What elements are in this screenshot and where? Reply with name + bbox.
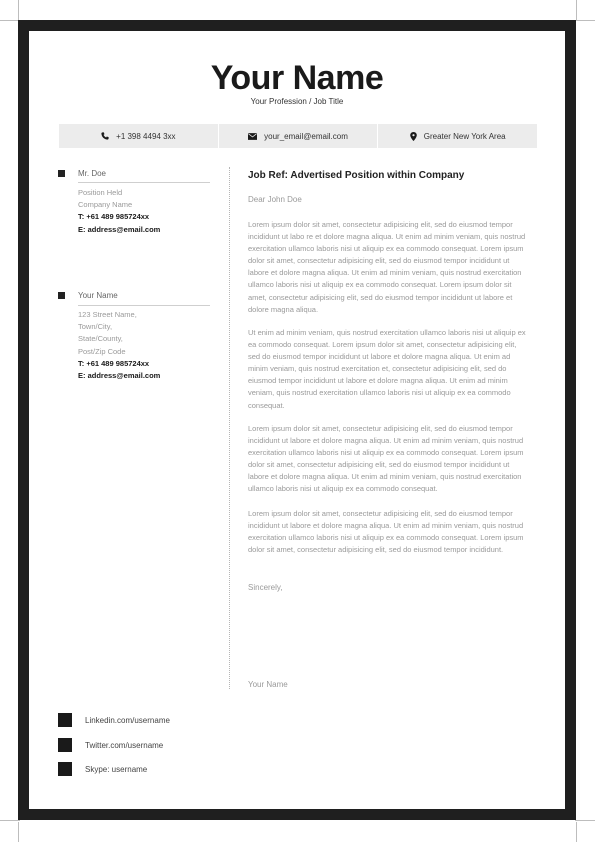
signature-name: Your Name (248, 680, 288, 689)
contact-location (378, 124, 537, 148)
crop-mark (575, 20, 595, 21)
contact-phone (59, 124, 219, 148)
map-pin-icon (410, 132, 417, 141)
contact-location-text: Greater New York Area (423, 131, 506, 141)
crop-mark (0, 820, 20, 821)
sender-street: 123 Street Name, (78, 310, 137, 319)
column-divider (229, 167, 230, 689)
recipient-company: Company Name (78, 200, 133, 210)
sender-town: Town/City, (78, 322, 113, 332)
recipient-divider (78, 182, 210, 183)
crop-mark (576, 822, 577, 842)
recipient-position: Position Held (78, 188, 123, 197)
contact-bar (59, 124, 537, 148)
sender-details (78, 309, 160, 382)
sender-postcode: Post/Zip Code (78, 346, 126, 356)
letter-paragraph-2: Ut enim ad minim veniam, quis nostrud exercitation ullamco laboris nisi ut aliquip ex ea commodo consequat. Lorem ipsum dolor sit amet, consectetur adipisicing elit, sed do eiusmod tempor incididunt ut labore et dolore magna aliqua. Ut enim ad minim veniam, quis nostrud exercitation et, consectetur adipisicing elit, sed do eiusmod tempor incididunt ut labore et dolore magna aliqua. Ut enim ad minim veniam, quis nostrud exercitation ullamco laboris nisi ut aliquip ex ea commodo consequat. (248, 328, 526, 410)
sender-phone: T: +61 489 985724xx (78, 358, 150, 368)
closing: Sincerely, (248, 583, 283, 592)
letter-paragraph-4: Lorem ipsum dolor sit amet, consectetur adipisicing elit, sed do eiusmod tempor incididunt ut labore et dolore magna aliqua. Ut enim ad minim veniam, quis nostrud exercitation ullamco laboris nisi ut aliquip ex ea commodo consequat. Lorem ipsum dolor sit amet, consectetur adipisicing elit, sed do eiusmod tempor incididunt. (248, 509, 524, 555)
applicant-name: Your Name (210, 59, 384, 97)
cover-letter-page (29, 31, 565, 809)
contact-email-text[interactable]: your_email@email.com (264, 131, 348, 141)
letter-paragraph-1: Lorem ipsum dolor sit amet, consectetur adipisicing elit, sed do eiusmod tempor incididunt ut labo re et dolore magna aliqua. Ut enim ad minim veniam, quis nostrud exercitation ullamco laboris nisi ut aliquip ex ea commodo consequat. Lorem ipsum dolor sit amet, consectetur adipisicing elit, sed do eiusmod tempor incididunt ut labore et dolore magna aliqua. Ut enim ad minim veniam, quis nostrud exercitation ullamco laboris nisi ut aliquip ex ea commodo consequat. Lorem ipsum dolor sit amet, consectetur adipisicing elit, sed do eiusmod tempor incididunt ut labore et dolore magna aliqua. (248, 220, 526, 314)
recipient-email[interactable]: E: address@email.com (78, 224, 161, 234)
contact-email[interactable] (219, 124, 379, 148)
sender-title: Your Name (78, 291, 118, 300)
crop-mark (576, 0, 577, 20)
twitter-link[interactable]: Twitter.com/username (85, 741, 164, 750)
applicant-profession: Your Profession / Job Title (250, 97, 344, 106)
sender-email[interactable]: E: address@email.com (78, 371, 161, 381)
envelope-icon (248, 133, 257, 140)
sender-divider (78, 305, 210, 306)
linkedin-icon (58, 713, 72, 727)
crop-mark (18, 822, 19, 842)
crop-mark (18, 0, 19, 20)
recipient-title: Mr. Doe (78, 169, 107, 178)
recipient-phone: T: +61 489 985724xx (78, 212, 150, 222)
crop-mark (0, 20, 20, 21)
contact-phone-text: +1 398 4494 3xx (116, 131, 176, 141)
recipient-details (78, 187, 160, 236)
sender-state: State/County, (78, 334, 123, 344)
job-reference: Job Ref: Advertised Position within Company (248, 170, 465, 181)
letter-paragraph-3: Lorem ipsum dolor sit amet, consectetur adipisicing elit, sed do eiusmod tempor incididunt ut labore et dolore magna aliqua. Ut enim ad minim veniam, quis nostrud exercitation ullamco laboris nisi ut aliquip ex ea commodo consequat. Lorem ipsum dolor sit amet, consectetur adipisicing elit, sed do eiusmod tempor incididunt ut labore et dolore magna aliqua. Ut enim ad minim veniam, quis nostrud exercitation ullamco laboris nisi ut aliquip ex ea commodo consequat. (248, 424, 524, 494)
skype-icon (58, 762, 72, 776)
recipient-bullet (58, 170, 65, 177)
linkedin-link[interactable]: Linkedin.com/username (85, 716, 170, 725)
phone-icon (101, 132, 109, 140)
crop-mark (575, 820, 595, 821)
sender-bullet (58, 292, 65, 299)
skype-handle[interactable]: Skype: username (85, 765, 148, 774)
salutation: Dear John Doe (248, 195, 302, 204)
twitter-icon (58, 738, 72, 752)
